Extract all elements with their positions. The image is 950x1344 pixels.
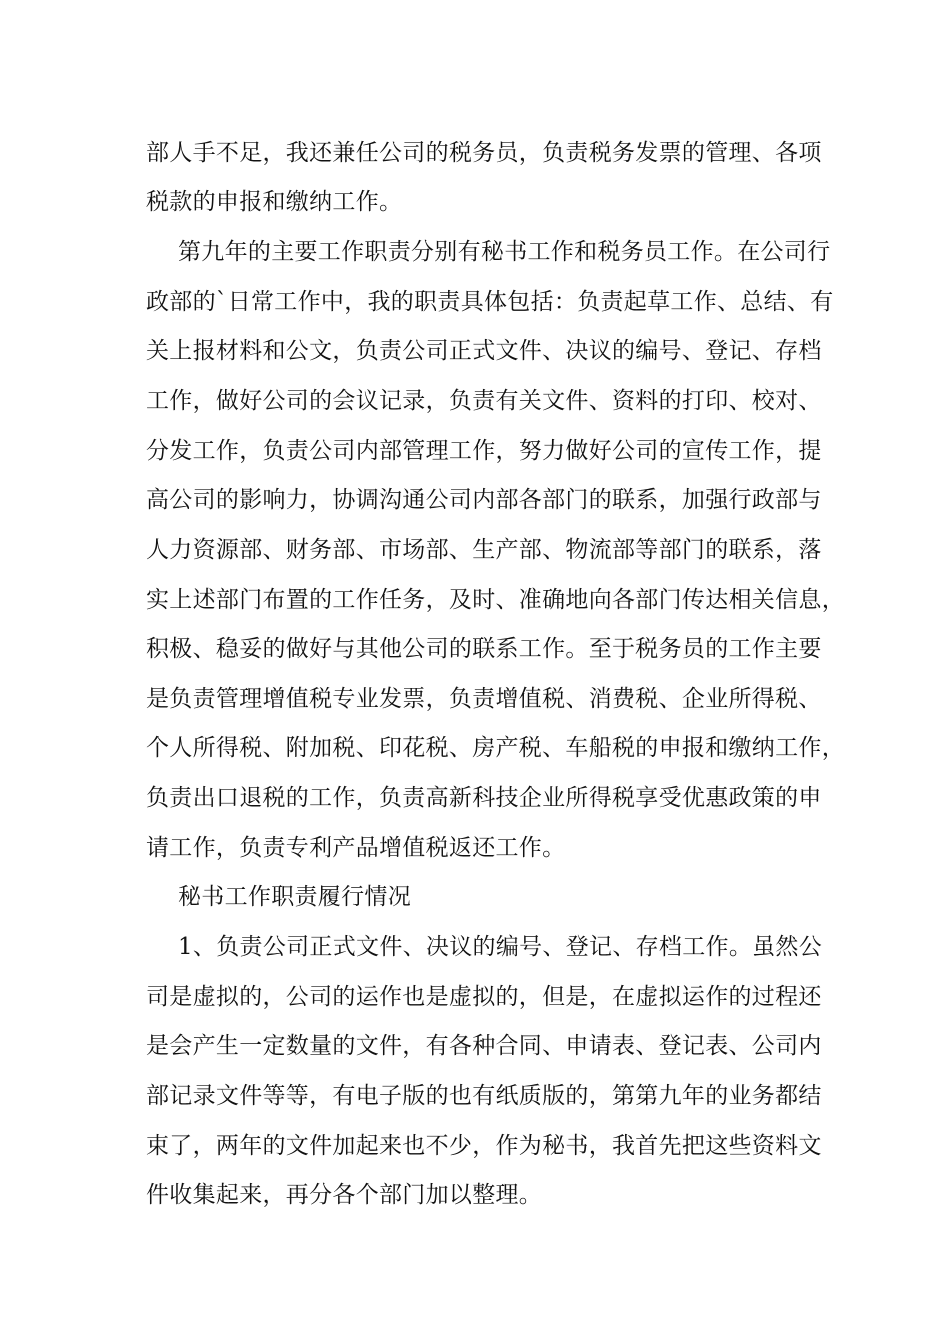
text-line: 是负责管理增值税专业发票，负责增值税、消费税、企业所得税、 xyxy=(146,686,822,712)
text-line: 束了，两年的文件加起来也不少，作为秘书，我首先把这些资料文 xyxy=(146,1133,822,1159)
text-line: 政部的`日常工作中，我的职责具体包括：负责起草工作、总结、有 xyxy=(146,289,834,315)
text-line: 税款的申报和缴纳工作。 xyxy=(146,189,403,215)
section-heading: 秘书工作职责履行情况 xyxy=(178,884,411,910)
text-line: 是会产生一定数量的文件，有各种合同、申请表、登记表、公司内 xyxy=(146,1033,822,1059)
paragraph-first-line: 1、负责公司正式文件、决议的编号、登记、存档工作。虽然公 xyxy=(178,934,823,960)
text-line: 积极、稳妥的做好与其他公司的联系工作。至于税务员的工作主要 xyxy=(146,636,822,662)
text-line: 关上报材料和公文，负责公司正式文件、决议的编号、登记、存档 xyxy=(146,338,822,364)
text-line: 司是虚拟的，公司的运作也是虚拟的，但是，在虚拟运作的过程还 xyxy=(146,984,822,1010)
text-line: 个人所得税、附加税、印花税、房产税、车船税的申报和缴纳工作， xyxy=(146,735,845,761)
text-line: 负责出口退税的工作，负责高新科技企业所得税享受优惠政策的申 xyxy=(146,785,822,811)
text-line: 件收集起来，再分各个部门加以整理。 xyxy=(146,1182,543,1208)
text-line: 部记录文件等等，有电子版的也有纸质版的，第第九年的业务都结 xyxy=(146,1083,822,1109)
text-line: 高公司的影响力，协调沟通公司内部各部门的联系，加强行政部与 xyxy=(146,487,822,513)
text-line: 人力资源部、财务部、市场部、生产部、物流部等部门的联系，落 xyxy=(146,537,822,563)
text-line: 分发工作，负责公司内部管理工作，努力做好公司的宣传工作，提 xyxy=(146,438,822,464)
paragraph-first-line: 第九年的主要工作职责分别有秘书工作和税务员工作。在公司行 xyxy=(178,239,831,265)
text-line: 部人手不足，我还兼任公司的税务员，负责税务发票的管理、各项 xyxy=(146,140,822,166)
text-line: 工作，做好公司的会议记录，负责有关文件、资料的打印、校对、 xyxy=(146,388,822,414)
text-line: 实上述部门布置的工作任务，及时、准确地向各部门传达相关信息， xyxy=(146,587,845,613)
text-line: 请工作，负责专利产品增值税返还工作。 xyxy=(146,835,566,861)
